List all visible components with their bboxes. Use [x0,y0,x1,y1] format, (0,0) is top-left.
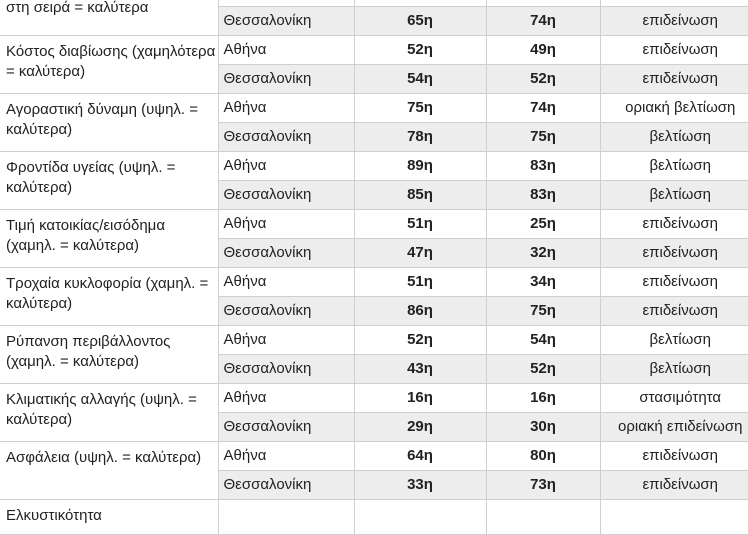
category-cell [0,36,218,94]
trend-cell: επιδείνωση [600,7,748,36]
category-label: Ρύπανση περιβάλλοντος (χαμηλ. = καλύτερα) [6,333,171,370]
city-cell [218,500,354,535]
rank-cell: 80η [486,442,600,471]
rank-cell: 52η [486,65,600,94]
trend-cell: οριακή βελτίωση [600,94,748,123]
rank-cell: 85η [354,181,486,210]
trend-cell: επιδείνωση [600,471,748,500]
trend-cell: βελτίωση [600,326,748,355]
rank-cell: 16η [354,384,486,413]
rank-cell: 74η [486,7,600,36]
table-row [0,36,748,65]
rank-cell: 33η [354,471,486,500]
rank-cell: 52η [486,355,600,384]
city-cell: Αθήνα [218,152,354,181]
city-cell: Αθήνα [218,36,354,65]
trend-cell: βελτίωση [600,152,748,181]
table-row [0,152,748,181]
rank-cell: 73η [486,471,600,500]
rank-cell: 75η [354,94,486,123]
rank-cell: 25η [486,210,600,239]
rank-cell: 64η [354,442,486,471]
category-cell [0,500,218,535]
category-cell [0,384,218,442]
rank-cell: 89η [354,152,486,181]
category-label: Κόστος διαβίωσης (χαμηλότερα = καλύτερα) [6,43,216,80]
city-cell: Θεσσαλονίκη [218,65,354,94]
category-cell [0,152,218,210]
trend-cell: επιδείνωση [600,268,748,297]
rank-cell: 32η [486,239,600,268]
rank-cell: 29η [354,413,486,442]
rank-cell: 30η [486,413,600,442]
category-label: Τροχαία κυκλοφορία (χαμηλ. = καλύτερα) [6,275,209,312]
trend-cell: βελτίωση [600,181,748,210]
category-label: Τιμή κατοικίας/εισόδημα (χαμηλ. = καλύτερα) [6,217,165,254]
city-cell: Αθήνα [218,268,354,297]
category-cell [0,94,218,152]
category-label: στη σειρά = καλύτερα [6,0,149,16]
trend-cell: επιδείνωση [600,36,748,65]
city-cell: Θεσσαλονίκη [218,413,354,442]
city-cell: Θεσσαλονίκη [218,7,354,36]
table-row [0,326,748,355]
rank-cell: 51η [354,210,486,239]
city-cell: Θεσσαλονίκη [218,181,354,210]
rank-cell: 47η [354,239,486,268]
category-label: Κλιματικής αλλαγής (υψηλ. = καλύτερα) [6,391,197,428]
city-cell: Αθήνα [218,384,354,413]
trend-cell: επιδείνωση [600,442,748,471]
rank-cell: 65η [354,7,486,36]
trend-cell: επιδείνωση [600,239,748,268]
trend-cell [600,500,748,535]
category-label: Ασφάλεια (υψηλ. = καλύτερα) [6,449,202,466]
trend-cell: βελτίωση [600,123,748,152]
rank-cell: 52η [354,326,486,355]
rank-cell: 75η [486,297,600,326]
city-cell: Θεσσαλονίκη [218,471,354,500]
rank-cell: 54η [354,65,486,94]
table-row [0,268,748,297]
rank-cell: 74η [486,94,600,123]
rank-cell: 34η [486,268,600,297]
category-cell [0,210,218,268]
table-row [0,442,748,471]
rank-cell [486,500,600,535]
rank-cell: 52η [354,36,486,65]
trend-cell: οριακή επιδείνωση [600,413,748,442]
category-label: Ελκυστικότητα [6,507,102,524]
trend-cell: βελτίωση [600,355,748,384]
rank-cell: 75η [486,123,600,152]
rank-cell: 54η [486,326,600,355]
rank-cell: 49η [486,36,600,65]
trend-cell: στασιμότητα [600,384,748,413]
rank-cell: 51η [354,268,486,297]
city-cell: Θεσσαλονίκη [218,239,354,268]
city-cell: Θεσσαλονίκη [218,297,354,326]
rank-cell: 16η [486,384,600,413]
table-row [0,384,748,413]
city-cell: Αθήνα [218,94,354,123]
table-row [0,500,748,535]
category-cell [0,0,218,36]
category-label: Φροντίδα υγείας (υψηλ. = καλύτερα) [6,159,176,196]
city-cell: Αθήνα [218,326,354,355]
category-cell [0,442,218,500]
city-cell: Αθήνα [218,442,354,471]
city-cell: Αθήνα [218,210,354,239]
rank-cell: 83η [486,181,600,210]
category-cell [0,268,218,326]
city-cell: Θεσσαλονίκη [218,123,354,152]
category-label: Αγοραστική δύναμη (υψηλ. = καλύτερα) [6,101,199,138]
rank-cell: 83η [486,152,600,181]
table-row [0,210,748,239]
city-cell: Θεσσαλονίκη [218,355,354,384]
trend-cell: επιδείνωση [600,297,748,326]
category-cell [0,326,218,384]
rank-cell: 86η [354,297,486,326]
rank-cell [354,500,486,535]
rank-cell: 43η [354,355,486,384]
trend-cell: επιδείνωση [600,65,748,94]
table-row [0,94,748,123]
rank-cell: 78η [354,123,486,152]
trend-cell: επιδείνωση [600,210,748,239]
